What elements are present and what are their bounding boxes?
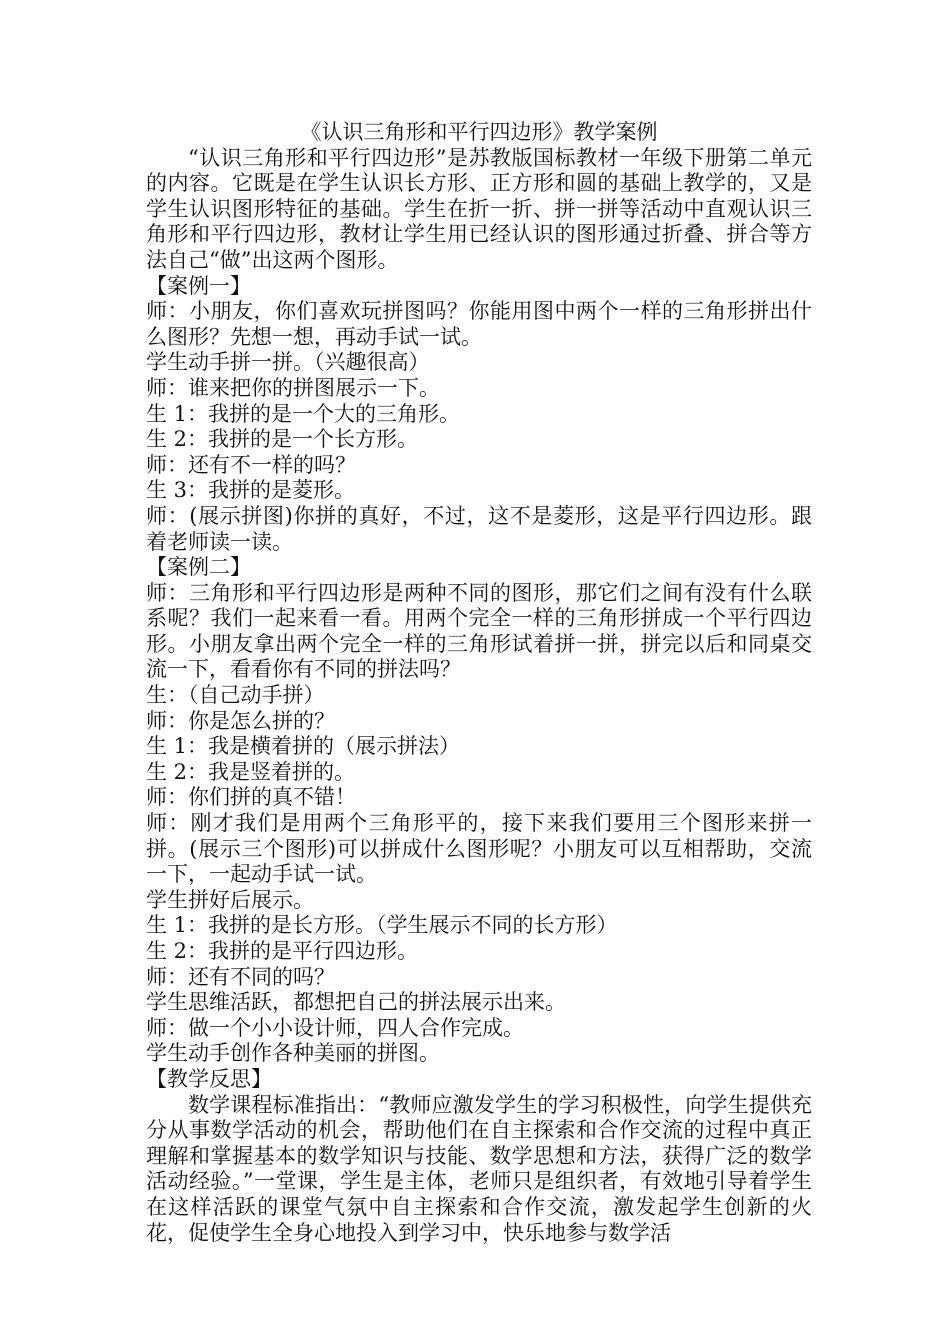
document-title: 《认识三角形和平行四边形》教学案例 [300, 120, 658, 144]
reflection-heading: 【教学反思】 [146, 1066, 272, 1091]
intro-paragraph: “认识三角形和平行四边形”是苏教版国标教材一年级下册第二单元的内容。它既是在学生认识长方形、正方形和圆的基础上教学的，又是学生认识图形特征的基础。学生在折一折、拼一拼等活动中直观认识三角形和平行四边形，教材让学生用已经认识的图形通过折叠、拼合等方法自己“做”出这两个图形。 [146, 145, 812, 272]
case2-line: 师：三角形和平行四边形是两种不同的图形，那它们之间有没有什么联系呢？我们一起来看一看。用两个完全一样的三角形拼成一个平行四边形。小朋友拿出两个完全一样的三角形试着拼一拼，拼完以后和同桌交流一下，看看你有不同的拼法吗？ [146, 580, 812, 682]
case2-line: 生 1：我是横着拼的（展示拼法） [146, 734, 461, 759]
case1-line: 学生动手拼一拼。（兴趣很高） [146, 350, 430, 375]
case2-line: 师：你们拼的真不错！ [146, 785, 356, 810]
case1-line: 师：还有不一样的吗？ [146, 452, 356, 477]
case2-line: 师：刚才我们是用两个三角形平的，接下来我们要用三个图形来拼一拼。(展示三个图形)可以拼成什么图形呢？小朋友可以互相帮助，交流一下，一起动手试一试。 [146, 811, 812, 887]
case2-line: 生 1：我拼的是长方形。（学生展示不同的长方形） [146, 913, 618, 938]
document-body [146, 120, 812, 1246]
case1-line: 师：谁来把你的拼图展示一下。 [146, 375, 440, 400]
reflection-paragraph: 数学课程标准指出：“教师应激发学生的学习积极性，向学生提供充分从事数学活动的机会，帮助他们在自主探索和合作交流的过程中真正理解和掌握基本的数学知识与技能、数学思想和方法，获得广泛的数学活动经验。”一堂课，学生是主体，老师只是组织者，有效地引导着学生在这样活跃的课堂气氛中自主探索和合作交流，激发起学生创新的火花，促使学生全身心地投入到学习中，快乐地参与数学活 [146, 1092, 812, 1245]
case2-line: 师：做一个小小设计师，四人合作完成。 [146, 1015, 524, 1040]
case2-line: 学生动手创作各种美丽的拼图。 [146, 1041, 440, 1066]
case2-line: 生 2：我拼的是平行四边形。 [146, 939, 419, 963]
case2-line: 学生思维活跃，都想把自己的拼法展示出来。 [146, 990, 566, 1015]
case1-line: 生 3：我拼的是菱形。 [146, 478, 356, 503]
case1-heading: 【案例一】 [146, 273, 251, 298]
case2-line: 师：还有不同的吗？ [146, 964, 335, 989]
case1-line: 师：(展示拼图)你拼的真好，不过，这不是菱形，这是平行四边形。跟着老师读一读。 [146, 503, 812, 554]
case1-line: 生 2：我拼的是一个长方形。 [146, 427, 419, 452]
case2-line: 生 2：我是竖着拼的。 [146, 759, 356, 784]
case1-line: 师：小朋友，你们喜欢玩拼图吗？你能用图中两个一样的三角形拼出什么图形？先想一想，再动手试一试。 [146, 299, 812, 349]
case2-heading: 【案例二】 [146, 555, 251, 580]
case2-line: 学生拼好后展示。 [146, 887, 314, 912]
case2-line: 师：你是怎么拼的？ [146, 708, 335, 733]
case2-line: 生：（自己动手拼） [146, 683, 325, 708]
case1-line: 生 1：我拼的是一个大的三角形。 [146, 401, 461, 426]
